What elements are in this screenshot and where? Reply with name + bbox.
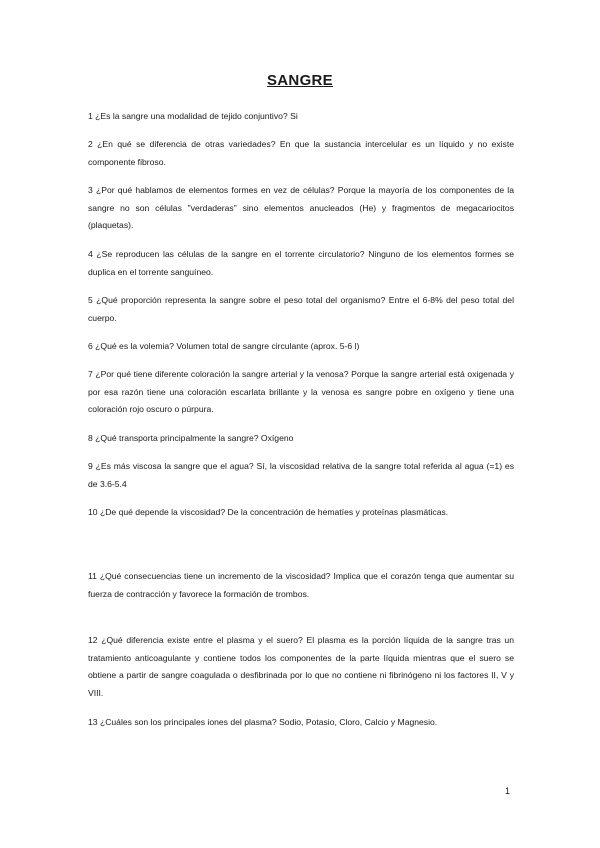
question-3: 3 ¿Por qué hablamos de elementos formes en vez de células? Porque la mayoría de los componentes de la sangre no son células "verdaderas" sino elementos anucleados (He) y fragmentos de megacariocitos (plaquetas). (88, 185, 514, 230)
question-2: 2 ¿En qué se diferencia de otras variedades? En que la sustancia intercelular es un líquido y no existe componente fibroso. (88, 139, 514, 167)
question-13: 13 ¿Cuáles son los principales iones del plasma? Sodio, Potasio, Cloro, Calcio y Magnesio. (88, 717, 438, 727)
question-7: 7 ¿Por qué tiene diferente coloración la sangre arterial y la venosa? Porque la sangre arterial está oxigenada y por esa razón tiene una coloración escarlata brillante y la venosa es sangre pobre en oxígeno y tiene una coloración rojo oscuro o púrpura. (88, 369, 514, 414)
question-6: 6 ¿Qué es la volemia? Volumen total de sangre circulante (aprox. 5-6 l) (88, 341, 360, 351)
question-1: 1 ¿Es la sangre una modalidad de tejido conjuntivo? Si (88, 111, 298, 121)
page-title: SANGRE (267, 72, 333, 89)
question-5: 5 ¿Qué proporción representa la sangre sobre el peso total del organismo? Entre el 6-8% del peso total del cuerpo. (88, 295, 514, 323)
question-11: 11 ¿Qué consecuencias tiene un incremento de la viscosidad? Implica que el corazón tenga que aumentar su fuerza de contracción y favorece la formación de trombos. (88, 571, 514, 599)
question-8: 8 ¿Qué transporta principalmente la sangre? Oxígeno (88, 433, 294, 443)
page-number: 1 (505, 786, 511, 796)
question-12: 12 ¿Qué diferencia existe entre el plasma y el suero? El plasma es la porción líquida de la sangre tras un tratamiento anticoagulante y contiene todos los componentes de la parte líquida mientras que el suero se obtiene a partir de sangre coagulada o desfibrinada por lo que no contiene ni fibrinógeno ni los factores II, V y VIII. (88, 635, 514, 698)
question-4: 4 ¿Se reproducen las células de la sangre en el torrente circulatorio? Ninguno de los elementos formes se duplica en el torrente sanguíneo. (88, 249, 514, 277)
question-9: 9 ¿Es más viscosa la sangre que el agua? Sí, la viscosidad relativa de la sangre total referida al agua (=1) es de 3.6-5.4 (88, 461, 514, 489)
question-10: 10 ¿De qué depende la viscosidad? De la concentración de hematíes y proteínas plasmáticas. (88, 507, 449, 517)
